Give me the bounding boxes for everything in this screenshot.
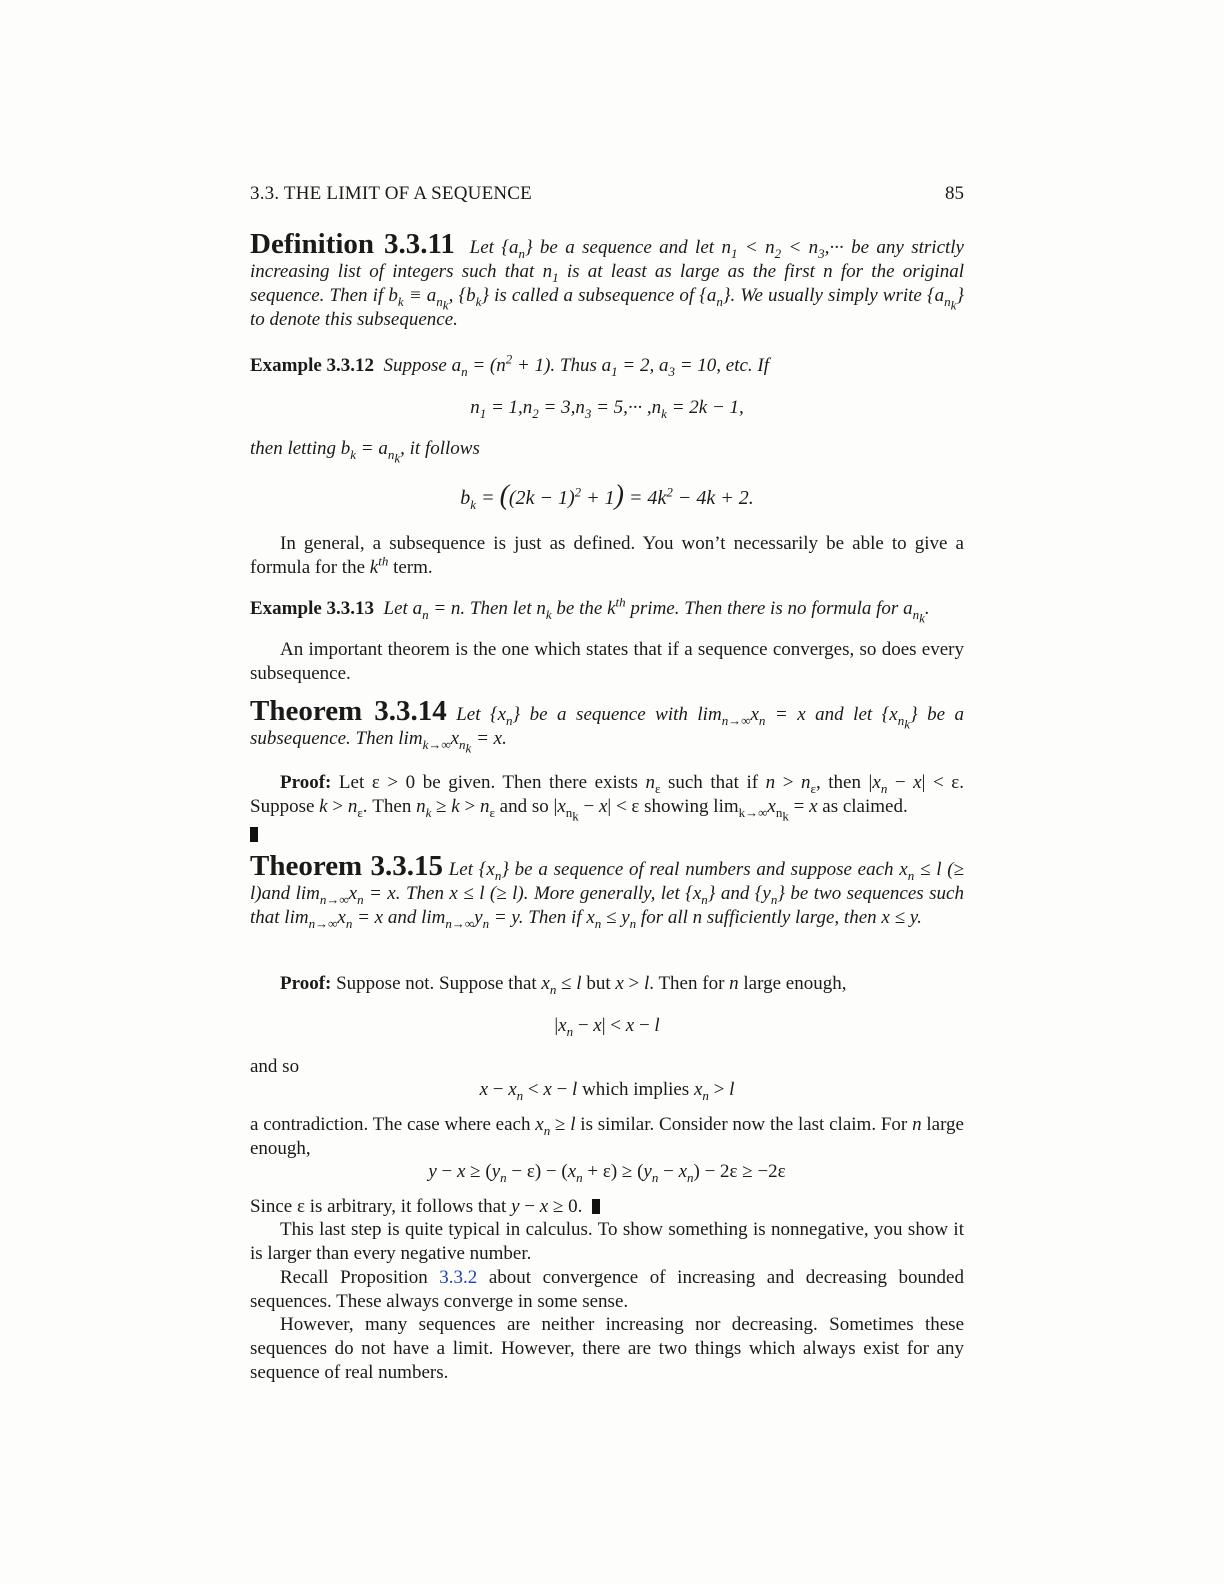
paragraph-however: However, many sequences are neither increasing nor decreasing. Sometimes these sequences do not have a limit. However, there are two things which always exist for any sequence of real numbers.	[250, 1314, 964, 1383]
running-header	[250, 183, 964, 209]
qed-icon	[592, 1199, 600, 1214]
example-continuation: then letting $b_k = a_{n_k}$, it follows	[250, 438, 480, 466]
definition-text: Let $\{a_n\}$ be a sequence and let $n_1 < n_2 < n_3,\cdot\cdot\cdot$ be any strictly increasing list of integers such that $n_1$ is at least as large as the first n for the original sequence. Then if $b_k \equiv a_{n_k}$, $\{b_k\}$ is called a subsequence of $\{a_n\}$. We usually simply write $\{a_{n_k}\}$ to denote this subsequence.	[250, 237, 965, 330]
proof-theorem-3-3-15: Proof: Suppose not. Suppose that $x_n \le l$ but x > l. Then for n large enough,	[280, 973, 847, 997]
example-label: Example 3.3.13	[250, 598, 375, 619]
example-label: Example 3.3.12	[250, 355, 375, 376]
proof-theorem-3-3-14: Proof: Let ε > 0 be given. Then there exists $n_\varepsilon$ such that if $n > n_\varepsilon$, then $|x_n - x| < \varepsilon$. Suppose $k > n_\varepsilon$. Then $n_k \ge k > n_\varepsilon$ and so $|x_{n_k} - x| < \varepsilon$ showing $\lim_{k\to\infty}x_{n_k} = x$ as claimed.	[250, 771, 964, 847]
paragraph-recall	[250, 1266, 964, 1314]
recall-text-pre: Recall Proposition	[280, 1267, 440, 1288]
proof-label: Proof:	[280, 973, 332, 994]
text-since-epsilon: Since ε is arbitrary, it follows that y − x ≥ 0.	[250, 1195, 964, 1219]
equation-abs: $|x_n - x| < x - l$	[554, 1015, 660, 1039]
page-number: 85	[945, 183, 964, 204]
paragraph-important-theorem: An important theorem is the one which states that if a sequence converges, so does every subsequence.	[250, 639, 964, 684]
equation-implies: $x - x_n < x - l$ which implies $x_n > l$	[479, 1079, 735, 1103]
theorem-label: Theorem 3.3.15	[250, 850, 443, 882]
example-3-3-12: Example 3.3.12 Suppose $a_n = (n^2 + 1)$. Thus $a_1 = 2$, $a_3 = 10$, etc. If	[250, 351, 770, 379]
equation-y-minus-x: $y - x \ge (y_n - \varepsilon) - (x_n + \varepsilon) \ge (y_n - x_n) - 2\varepsilon \ge -2\varepsilon$	[428, 1161, 786, 1185]
proposition-link[interactable]: 3.3.2	[439, 1267, 478, 1288]
theorem-3-3-15: Theorem 3.3.15 Let $\{x_n\}$ be a sequence of real numbers and suppose each $x_n \le l$ (≥ l)and $\lim_{n\to\infty}x_n = x$. Then x ≤ l (≥ l). More generally, let $\{x_n\}$ and $\{y_n\}$ be two sequences such that $\lim_{n\to\infty}x_n = x$ and $\lim_{n\to\infty}y_n = y$. Then if $x_n \le y_n$ for all n sufficiently large, then x ≤ y.	[250, 850, 964, 931]
paragraph-typical: This last step is quite typical in calculus. To show something is nonnegative, you show it is larger than every negative number.	[250, 1219, 964, 1264]
proof-label: Proof:	[280, 772, 332, 793]
recall-text-post: about convergence of increasing and decreasing bounded sequences. These always converge in some sense.	[250, 1267, 964, 1312]
equation-nk: $n_1 = 1,n_2 = 3,n_3 = 5,\cdot\cdot\cdot ,n_k = 2k - 1$,	[470, 397, 744, 421]
definition-3-3-11	[250, 228, 965, 332]
example-3-3-13: Example 3.3.13 Let $a_n = n$. Then let $n_k$ be the $k^{th}$ prime. Then there is no formula for $a_{n_k}$.	[250, 594, 930, 626]
section-title: 3.3. THE LIMIT OF A SEQUENCE	[250, 183, 532, 204]
paragraph-general: In general, a subsequence is just as defined. You won’t necessarily be able to give a formula for the $k^{th}$ term.	[250, 533, 964, 578]
text-and-so: and so	[250, 1056, 300, 1077]
theorem-3-3-14: Theorem 3.3.14 Let $\{x_n\}$ be a sequence with $\lim_{n\to\infty}x_n = x$ and let $\{x_{n_k}\}$ be a subsequence. Then $\lim_{k\to\infty}x_{n_k} = x$.	[250, 695, 964, 756]
text-contradiction: a contradiction. The case where each $x_n \ge l$ is similar. Consider now the last claim. For n large enough,	[250, 1114, 964, 1159]
equation-bk: $b_k = ((2k - 1)^2 + 1) = 4k^2 - 4k + 2$.	[460, 480, 754, 512]
theorem-label: Theorem 3.3.14	[250, 695, 447, 727]
definition-label: Definition 3.3.11	[250, 228, 455, 260]
qed-icon	[250, 827, 258, 842]
